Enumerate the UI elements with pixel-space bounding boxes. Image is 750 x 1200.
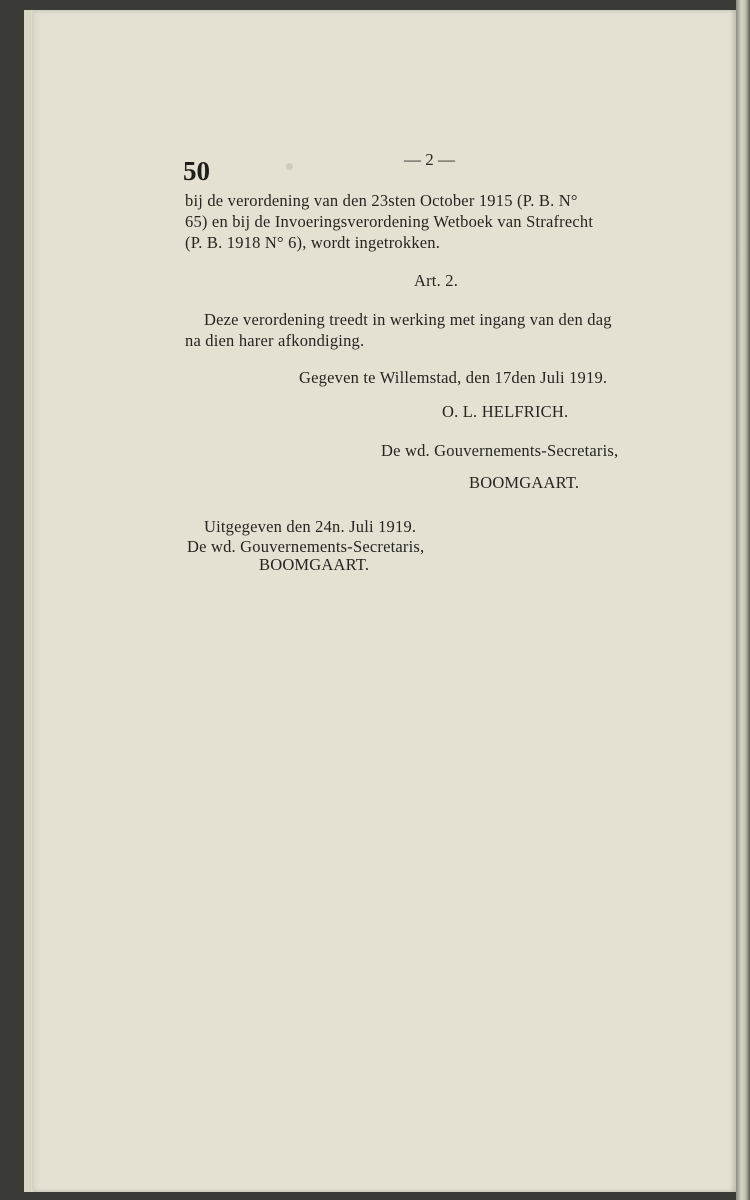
body-line-3: (P. B. 1918 N° 6), wordt ingetrokken. (185, 233, 441, 252)
signatory-name: O. L. HELFRICH. (442, 402, 569, 421)
body-line-1: bij de verordening van den 23sten October 1915 (P. B. N° (185, 191, 578, 210)
issued-secretary-name: BOOMGAART. (259, 555, 370, 574)
book-spine-edge (736, 0, 750, 1200)
secretary-name: BOOMGAART. (469, 473, 580, 492)
given-at-line: Gegeven te Willemstad, den 17den Juli 1919. (299, 368, 608, 387)
page-number: 50 (183, 156, 210, 186)
ink-smudge (286, 163, 293, 170)
article-line-1: Deze verordening treedt in werking met ingang van den dag (204, 310, 612, 329)
article-line-2: na dien harer afkondiging. (185, 331, 365, 350)
article-heading: Art. 2. (414, 271, 459, 290)
secretary-title: De wd. Gouvernements-Secretaris, (381, 441, 619, 460)
page-stack-edge (24, 10, 34, 1192)
body-line-2: 65) en bij de Invoeringsverordening Wetboek van Strafrecht (185, 212, 594, 231)
issued-line: Uitgegeven den 24n. Juli 1919. (204, 517, 417, 536)
sheet-number: — 2 — (404, 150, 455, 169)
issued-secretary-title: De wd. Gouvernements-Secretaris, (187, 537, 425, 556)
document-page (24, 10, 736, 1192)
